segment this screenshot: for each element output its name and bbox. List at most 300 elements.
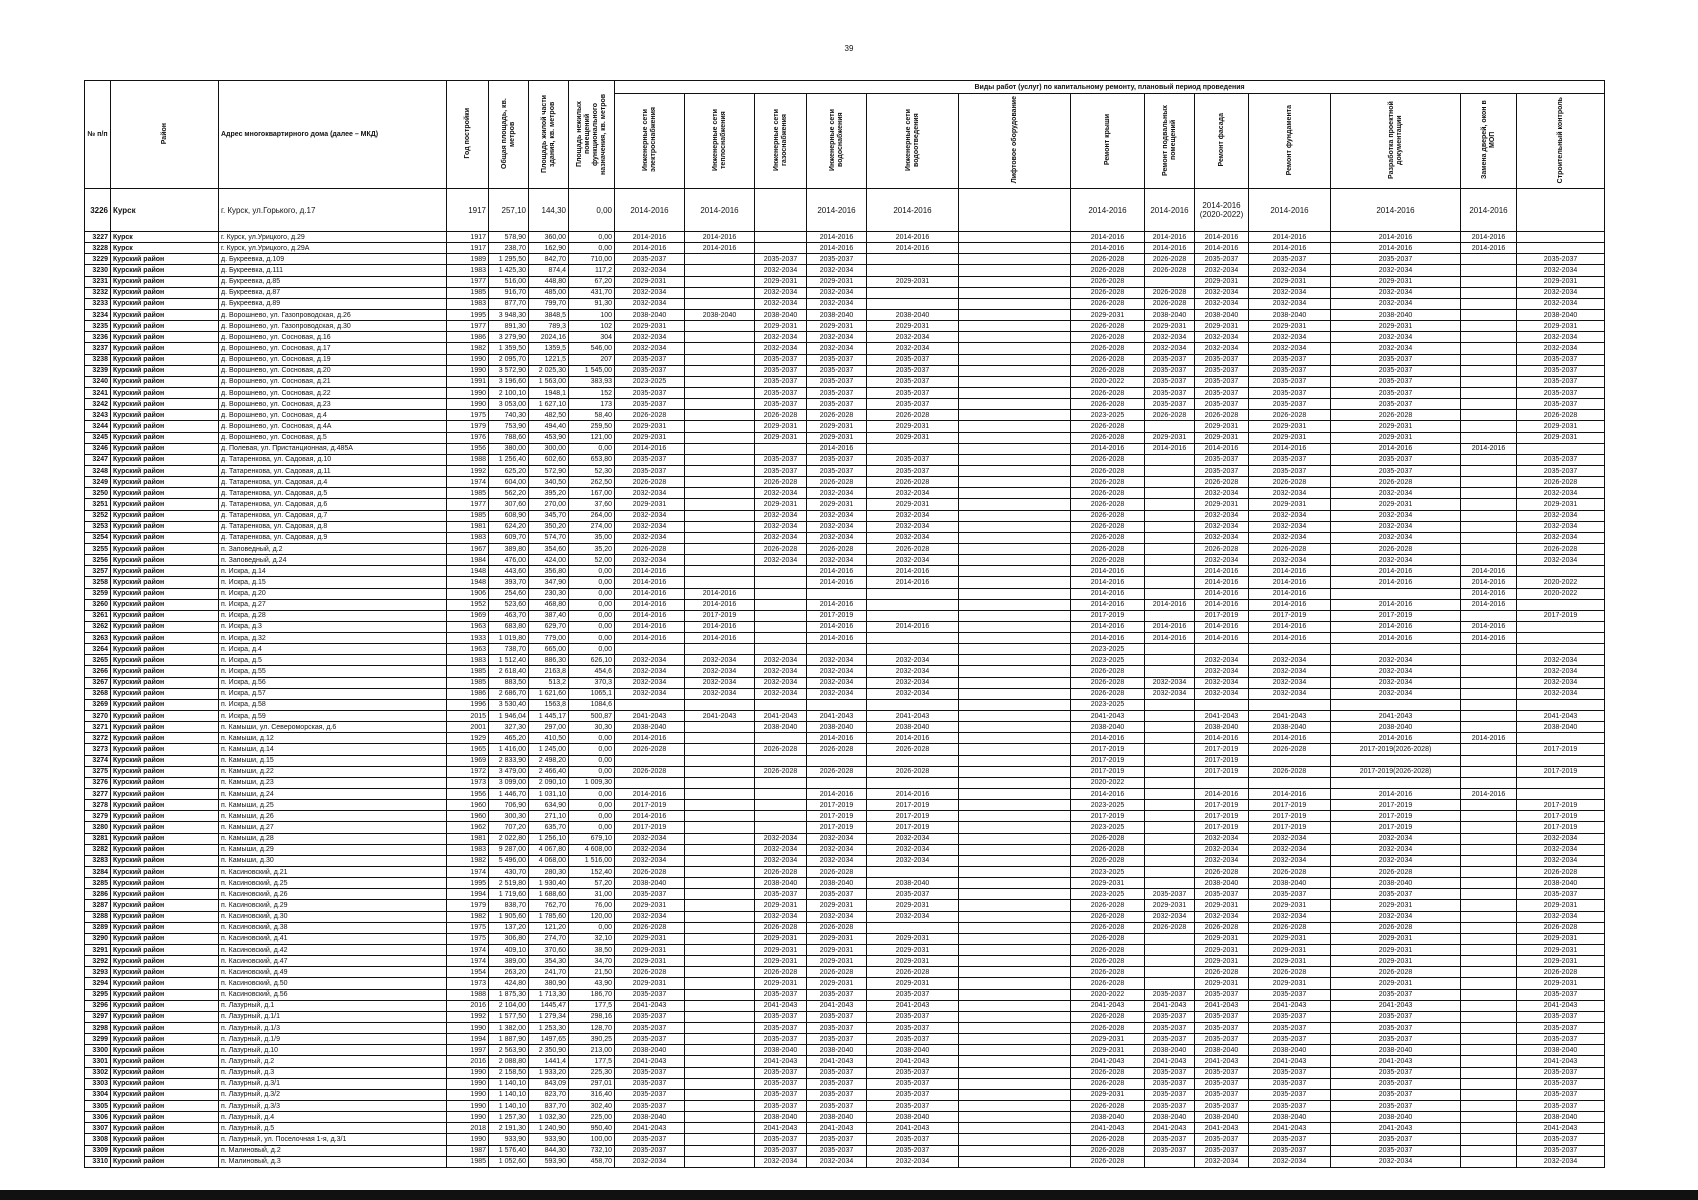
cell-sewerage: 2026-2028 [867,744,959,755]
cell-total-area: 380,00 [489,443,529,454]
cell-foundation: 2017-2019 [1249,800,1331,811]
cell-year: 1974 [447,867,489,878]
table-row [85,933,1605,944]
cell-roof: 2029-2031 [1071,878,1145,889]
cell-construction-control: 2038-2040 [1517,722,1605,733]
cell-sewerage: 2038-2040 [867,1045,959,1056]
cell-district: Курский район [111,633,219,644]
cell-year: 1988 [447,454,489,465]
cell-num: 3226 [85,189,111,232]
cell-sewerage [867,588,959,599]
cell-sewerage: 2014-2016 [867,232,959,243]
cell-roof: 2014-2016 [1071,621,1145,632]
table-row [85,677,1605,688]
cell-water [807,755,867,766]
cell-district: Курский район [111,889,219,900]
cell-gas [755,232,807,243]
cell-nonres-area: 302,40 [569,1100,615,1111]
header-foundation: Ремонт фундамента [1249,94,1331,189]
cell-heating [685,521,755,532]
cell-water: 2032-2034 [807,655,867,666]
cell-address: п. Лазурный, д.5 [219,1123,447,1134]
cell-basement [1145,833,1195,844]
cell-elevator [959,1100,1071,1111]
cell-design-docs: 2035-2037 [1331,254,1461,265]
cell-foundation: 2032-2034 [1249,677,1331,688]
cell-foundation: 2017-2019 [1249,811,1331,822]
cell-address: д. Ворошнево, ул. Сосновая, д.4 [219,410,447,421]
cell-basement: 2038-2040 [1145,1112,1195,1123]
cell-roof: 2026-2028 [1071,287,1145,298]
cell-construction-control [1517,566,1605,577]
cell-address: п. Касиновский, д.30 [219,911,447,922]
cell-foundation: 2029-2031 [1249,945,1331,956]
cell-address: д. Ворошнево, ул. Сосновая, д.21 [219,376,447,387]
cell-elevator [959,254,1071,265]
cell-electric: 2032-2034 [615,666,685,677]
cell-foundation: 2014-2016 [1249,566,1331,577]
cell-water: 2032-2034 [807,666,867,677]
cell-sewerage: 2038-2040 [867,1112,959,1123]
cell-total-area: 393,70 [489,577,529,588]
cell-electric: 2035-2037 [615,1034,685,1045]
cell-elevator [959,699,1071,710]
cell-basement: 2014-2016 [1145,189,1195,232]
cell-elevator [959,410,1071,421]
cell-design-docs [1331,644,1461,655]
cell-heating [685,287,755,298]
cell-district: Курский район [111,711,219,722]
cell-construction-control [1517,755,1605,766]
cell-living-area: 602,60 [529,454,569,465]
cell-living-area: 162,90 [529,243,569,254]
cell-foundation: 2035-2037 [1249,254,1331,265]
cell-doors-windows [1461,900,1517,911]
cell-design-docs: 2029-2031 [1331,900,1461,911]
cell-nonres-area: 0,00 [569,232,615,243]
cell-sewerage: 2032-2034 [867,911,959,922]
cell-gas: 2032-2034 [755,855,807,866]
cell-total-area: 389,80 [489,543,529,554]
cell-district: Курский район [111,878,219,889]
cell-sewerage: 2017-2019 [867,811,959,822]
cell-total-area: 1 887,90 [489,1034,529,1045]
cell-foundation: 2029-2031 [1249,432,1331,443]
cell-num: 3285 [85,878,111,889]
table-row [85,889,1605,900]
table-row [85,1145,1605,1156]
cell-facade: 2017-2019 [1195,822,1249,833]
cell-living-area: 1 256,10 [529,833,569,844]
table-row [85,1100,1605,1111]
cell-construction-control [1517,733,1605,744]
table-row [85,555,1605,566]
cell-nonres-area: 0,00 [569,922,615,933]
header-roof: Ремонт крыши [1071,94,1145,189]
cell-living-area: 424,00 [529,555,569,566]
cell-doors-windows: 2014-2016 [1461,189,1517,232]
table-row [85,599,1605,610]
cell-district: Курский район [111,978,219,989]
cell-living-area: 842,70 [529,254,569,265]
cell-construction-control: 2032-2034 [1517,521,1605,532]
cell-elevator [959,666,1071,677]
cell-num: 3237 [85,343,111,354]
cell-heating [685,922,755,933]
cell-living-area: 1 240,90 [529,1123,569,1134]
cell-sewerage: 2035-2037 [867,399,959,410]
cell-total-area: 523,60 [489,599,529,610]
cell-roof: 2017-2019 [1071,744,1145,755]
cell-year: 1962 [447,822,489,833]
cell-construction-control: 2038-2040 [1517,309,1605,320]
cell-heating: 2017-2019 [685,610,755,621]
cell-year: 1967 [447,543,489,554]
cell-gas: 2029-2031 [755,432,807,443]
cell-address: п. Касиновский, д.49 [219,967,447,978]
cell-water: 2017-2019 [807,811,867,822]
cell-doors-windows [1461,343,1517,354]
cell-address: п. Искра, д.59 [219,711,447,722]
cell-living-area: 274,70 [529,933,569,944]
cell-address: п. Касиновский, д.47 [219,956,447,967]
cell-elevator [959,655,1071,666]
table-row [85,1134,1605,1145]
cell-district: Курский район [111,855,219,866]
cell-nonres-area: 454,6 [569,666,615,677]
cell-district: Курский район [111,777,219,788]
cell-heating [685,1067,755,1078]
cell-foundation: 2014-2016 [1249,577,1331,588]
cell-doors-windows [1461,855,1517,866]
cell-doors-windows [1461,287,1517,298]
cell-roof: 2026-2028 [1071,265,1145,276]
cell-design-docs: 2014-2016 [1331,232,1461,243]
cell-design-docs: 2035-2037 [1331,1089,1461,1100]
cell-living-area: 1 930,40 [529,878,569,889]
cell-district: Курский район [111,543,219,554]
cell-nonres-area: 100,00 [569,1134,615,1145]
cell-doors-windows [1461,309,1517,320]
cell-design-docs: 2038-2040 [1331,722,1461,733]
cell-facade: 2032-2034 [1195,555,1249,566]
cell-sewerage: 2032-2034 [867,488,959,499]
cell-sewerage: 2032-2034 [867,521,959,532]
cell-year: 1990 [447,1022,489,1033]
cell-heating [685,1045,755,1056]
table-row [85,989,1605,1000]
cell-num: 3239 [85,365,111,376]
cell-total-area: 5 496,00 [489,855,529,866]
cell-doors-windows [1461,967,1517,978]
cell-roof: 2026-2028 [1071,387,1145,398]
cell-district: Курский район [111,610,219,621]
cell-construction-control [1517,699,1605,710]
cell-gas: 2041-2043 [755,711,807,722]
cell-basement: 2014-2016 [1145,232,1195,243]
cell-construction-control: 2038-2040 [1517,1112,1605,1123]
cell-roof: 2014-2016 [1071,599,1145,610]
cell-water: 2035-2037 [807,387,867,398]
cell-roof: 2026-2028 [1071,421,1145,432]
cell-elevator [959,387,1071,398]
cell-heating [685,967,755,978]
cell-construction-control: 2038-2040 [1517,878,1605,889]
cell-living-area: 350,20 [529,521,569,532]
cell-year: 1985 [447,510,489,521]
cell-gas [755,644,807,655]
cell-foundation: 2032-2034 [1249,532,1331,543]
cell-water: 2032-2034 [807,265,867,276]
cell-construction-control [1517,777,1605,788]
cell-doors-windows [1461,1078,1517,1089]
cell-facade: 2032-2034 [1195,265,1249,276]
cell-electric [615,777,685,788]
cell-elevator [959,878,1071,889]
cell-water: 2032-2034 [807,833,867,844]
cell-electric: 2014-2016 [615,588,685,599]
cell-address: д. Ворошнево, ул. Сосновая, д.16 [219,332,447,343]
cell-address: д. Букреевка, д.89 [219,298,447,309]
cell-gas: 2038-2040 [755,722,807,733]
cell-heating: 2014-2016 [685,621,755,632]
cell-water: 2035-2037 [807,1078,867,1089]
cell-electric: 2035-2037 [615,989,685,1000]
cell-num: 3257 [85,566,111,577]
cell-nonres-area: 177,5 [569,1056,615,1067]
cell-basement: 2041-2043 [1145,1056,1195,1067]
cell-num: 3246 [85,443,111,454]
cell-heating [685,766,755,777]
cell-total-area: 877,70 [489,298,529,309]
cell-nonres-area: 177,5 [569,1000,615,1011]
cell-living-area: 345,70 [529,510,569,521]
cell-basement: 2026-2028 [1145,410,1195,421]
cell-electric: 2032-2034 [615,521,685,532]
cell-facade: 2029-2031 [1195,321,1249,332]
cell-roof: 2014-2016 [1071,577,1145,588]
cell-basement: 2014-2016 [1145,243,1195,254]
table-row [85,1078,1605,1089]
cell-total-area: 838,70 [489,900,529,911]
cell-design-docs: 2029-2031 [1331,321,1461,332]
cell-roof: 2026-2028 [1071,1078,1145,1089]
cell-heating [685,376,755,387]
cell-roof: 2026-2028 [1071,956,1145,967]
cell-gas: 2035-2037 [755,399,807,410]
cell-doors-windows [1461,543,1517,554]
cell-nonres-area: 710,00 [569,254,615,265]
cell-living-area: 1 785,60 [529,911,569,922]
cell-year: 1985 [447,287,489,298]
cell-design-docs: 2035-2037 [1331,354,1461,365]
cell-design-docs: 2032-2034 [1331,343,1461,354]
cell-nonres-area: 58,40 [569,410,615,421]
cell-foundation: 2029-2031 [1249,933,1331,944]
cell-district: Курский район [111,432,219,443]
cell-year: 1990 [447,1067,489,1078]
cell-gas: 2032-2034 [755,332,807,343]
cell-num: 3242 [85,399,111,410]
cell-total-area: 3 948,30 [489,309,529,320]
cell-construction-control: 2032-2034 [1517,655,1605,666]
cell-design-docs: 2032-2034 [1331,532,1461,543]
cell-year: 1988 [447,989,489,1000]
cell-sewerage [867,699,959,710]
cell-living-area: 629,70 [529,621,569,632]
cell-doors-windows [1461,711,1517,722]
cell-sewerage: 2038-2040 [867,878,959,889]
cell-foundation: 2026-2028 [1249,922,1331,933]
cell-electric: 2014-2016 [615,566,685,577]
cell-elevator [959,343,1071,354]
cell-design-docs: 2035-2037 [1331,1011,1461,1022]
cell-total-area: 1 140,10 [489,1089,529,1100]
cell-living-area: 380,90 [529,978,569,989]
cell-gas [755,777,807,788]
cell-construction-control: 2032-2034 [1517,332,1605,343]
table-row [85,321,1605,332]
cell-roof: 2023-2025 [1071,655,1145,666]
cell-design-docs: 2032-2034 [1331,666,1461,677]
table-row [85,956,1605,967]
cell-electric: 2032-2034 [615,855,685,866]
cell-design-docs: 2041-2043 [1331,1056,1461,1067]
cell-water: 2014-2016 [807,577,867,588]
cell-water: 2032-2034 [807,532,867,543]
cell-elevator [959,644,1071,655]
cell-living-area: 1359,5 [529,343,569,354]
cell-total-area: 2 519,80 [489,878,529,889]
cell-elevator [959,945,1071,956]
cell-address: г. Курск, ул.Урицкого, д.29 [219,232,447,243]
cell-year: 1906 [447,588,489,599]
cell-basement: 2014-2016 [1145,599,1195,610]
cell-roof: 2026-2028 [1071,477,1145,488]
cell-district: Курский район [111,387,219,398]
cell-district: Курский район [111,1067,219,1078]
cell-sewerage: 2035-2037 [867,1078,959,1089]
cell-district: Курский район [111,644,219,655]
cell-design-docs: 2035-2037 [1331,465,1461,476]
cell-facade: 2017-2019 [1195,800,1249,811]
cell-num: 3297 [85,1011,111,1022]
cell-sewerage: 2014-2016 [867,566,959,577]
cell-year: 1983 [447,655,489,666]
cell-doors-windows [1461,677,1517,688]
cell-nonres-area: 626,10 [569,655,615,666]
cell-year: 1992 [447,465,489,476]
cell-construction-control: 2029-2031 [1517,945,1605,956]
cell-sewerage: 2026-2028 [867,477,959,488]
cell-roof: 2038-2040 [1071,1112,1145,1123]
cell-district: Курский район [111,844,219,855]
cell-address: п. Малиновый, д.2 [219,1145,447,1156]
cell-foundation: 2035-2037 [1249,1100,1331,1111]
cell-address: п. Касиновский, д.25 [219,878,447,889]
cell-facade: 2014-2016 [1195,566,1249,577]
cell-nonres-area: 0,00 [569,443,615,454]
cell-gas: 2032-2034 [755,298,807,309]
cell-heating: 2014-2016 [685,588,755,599]
cell-elevator [959,454,1071,465]
cell-water: 2014-2016 [807,733,867,744]
cell-water: 2035-2037 [807,454,867,465]
cell-doors-windows [1461,265,1517,276]
cell-nonres-area: 43,90 [569,978,615,989]
cell-doors-windows [1461,878,1517,889]
cell-facade: 2035-2037 [1195,1034,1249,1045]
cell-nonres-area: 52,30 [569,465,615,476]
cell-total-area: 137,20 [489,922,529,933]
cell-gas: 2035-2037 [755,365,807,376]
cell-roof: 2029-2031 [1071,1045,1145,1056]
cell-basement [1145,499,1195,510]
cell-roof: 2026-2028 [1071,1156,1145,1167]
cell-living-area: 513,2 [529,677,569,688]
scan-bottom-edge [0,1190,1698,1200]
cell-nonres-area: 91,30 [569,298,615,309]
cell-living-area: 574,70 [529,532,569,543]
cell-construction-control: 2026-2028 [1517,922,1605,933]
cell-roof: 2017-2019 [1071,755,1145,766]
cell-construction-control [1517,789,1605,800]
cell-num: 3260 [85,599,111,610]
cell-nonres-area: 120,00 [569,911,615,922]
cell-num: 3308 [85,1134,111,1145]
cell-heating: 2014-2016 [685,189,755,232]
cell-design-docs: 2032-2034 [1331,655,1461,666]
cell-num: 3286 [85,889,111,900]
cell-facade: 2032-2034 [1195,855,1249,866]
cell-doors-windows [1461,332,1517,343]
cell-elevator [959,243,1071,254]
cell-heating [685,532,755,543]
cell-gas: 2029-2031 [755,933,807,944]
cell-district: Курский район [111,811,219,822]
cell-nonres-area: 76,00 [569,900,615,911]
cell-facade: 2032-2034 [1195,833,1249,844]
cell-num: 3276 [85,777,111,788]
cell-water: 2032-2034 [807,677,867,688]
cell-address: п. Касиновский, д.56 [219,989,447,1000]
cell-sewerage: 2032-2034 [867,332,959,343]
cell-basement [1145,465,1195,476]
cell-gas: 2026-2028 [755,744,807,755]
cell-basement: 2038-2040 [1145,1045,1195,1056]
cell-year: 1960 [447,811,489,822]
cell-heating [685,410,755,421]
cell-basement [1145,666,1195,677]
cell-living-area: 837,70 [529,1100,569,1111]
cell-num: 3290 [85,933,111,944]
header-sewerage: Инженерные сети водоотведения [867,94,959,189]
cell-nonres-area: 297,01 [569,1078,615,1089]
cell-gas: 2035-2037 [755,1134,807,1145]
cell-doors-windows [1461,811,1517,822]
cell-construction-control: 2035-2037 [1517,1145,1605,1156]
cell-roof: 2026-2028 [1071,844,1145,855]
cell-year: 1974 [447,477,489,488]
table-row [85,387,1605,398]
cell-district: Курский район [111,532,219,543]
cell-living-area: 844,30 [529,1145,569,1156]
cell-construction-control: 2032-2034 [1517,833,1605,844]
cell-living-area: 1948,1 [529,387,569,398]
cell-nonres-area: 34,70 [569,956,615,967]
cell-living-area: 387,40 [529,610,569,621]
cell-electric: 2029-2031 [615,321,685,332]
